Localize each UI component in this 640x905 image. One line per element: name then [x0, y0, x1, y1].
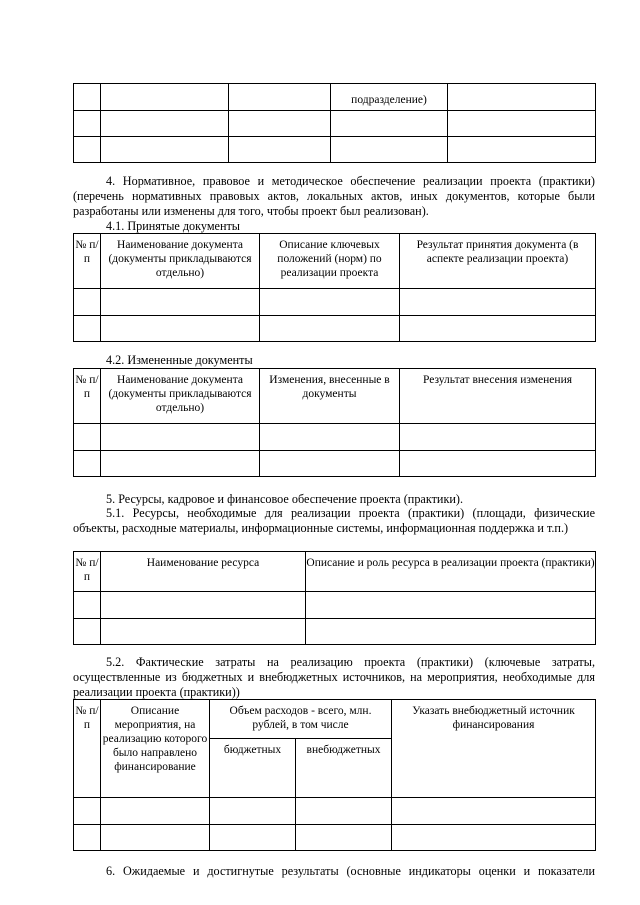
accepted-documents-table — [73, 233, 596, 342]
changed-documents-table — [73, 368, 596, 477]
section-4-2-title: 4.2. Измененные документы — [106, 353, 253, 367]
table-header-cell: Описание и роль ресурса в реализации проекта (практики) — [306, 552, 596, 592]
top-table — [73, 83, 596, 163]
top-table-cell: подразделение) — [331, 84, 448, 111]
section-5-heading: 5. Ресурсы, кадровое и финансовое обеспечение проекта (практики). — [106, 492, 463, 506]
table-header-cell: Наименование документа (документы прикладываются отдельно) — [101, 234, 260, 289]
section-4-1-title: 4.1. Принятые документы — [106, 219, 240, 233]
table-header-cell: Наименование ресурса — [101, 552, 306, 592]
section-4-heading: 4. Нормативное, правовое и методическое обеспечение реализации проекта (практики) (перечень нормативных правовых актов, локальных актов, иных документов, которые были разработаны или изменены для того, чтобы проект был реализован). — [73, 174, 595, 218]
table-header-cell: Результат принятия документа (в аспекте реализации проекта) — [400, 234, 596, 289]
table-header-cell: № п/п — [74, 234, 101, 289]
table-header-cell: № п/п — [74, 552, 101, 592]
table-header-cell: Указать внебюджетный источник финансирования — [392, 700, 596, 798]
table-header-cell: Изменения, внесенные в документы — [260, 369, 400, 424]
table-header-cell: Результат внесения изменения — [400, 369, 596, 424]
table-header-cell: бюджетных — [210, 739, 296, 798]
table-header-cell: № п/п — [74, 369, 101, 424]
section-5-2-text: 5.2. Фактические затраты на реализацию проекта (практики) (ключевые затраты, осуществленные из бюджетных и внебюджетных источников, на мероприятия, необходимые для реализации проекта (практики)) — [73, 655, 595, 699]
section-5-1-text: 5.1. Ресурсы, необходимые для реализации проекта (практики) (площади, физические объекты, расходные материалы, информационные системы, информационная поддержка и т.п.) — [73, 506, 595, 535]
table-header-cell: Описание мероприятия, на реализацию которого было направлено финансирование — [101, 700, 210, 798]
table-header-cell: № п/п — [74, 700, 101, 798]
table-header-cell: Наименование документа (документы прикладываются отдельно) — [101, 369, 260, 424]
section-6-heading: 6. Ожидаемые и достигнутые результаты (основные индикаторы оценки и показатели — [106, 864, 595, 878]
resources-table — [73, 551, 596, 645]
table-header-cell: Объем расходов - всего, млн. рублей, в том числе — [210, 700, 392, 739]
table-header-cell: внебюджетных — [296, 739, 392, 798]
table-header-cell: Описание ключевых положений (норм) по реализации проекта — [260, 234, 400, 289]
expenses-table — [73, 699, 596, 851]
